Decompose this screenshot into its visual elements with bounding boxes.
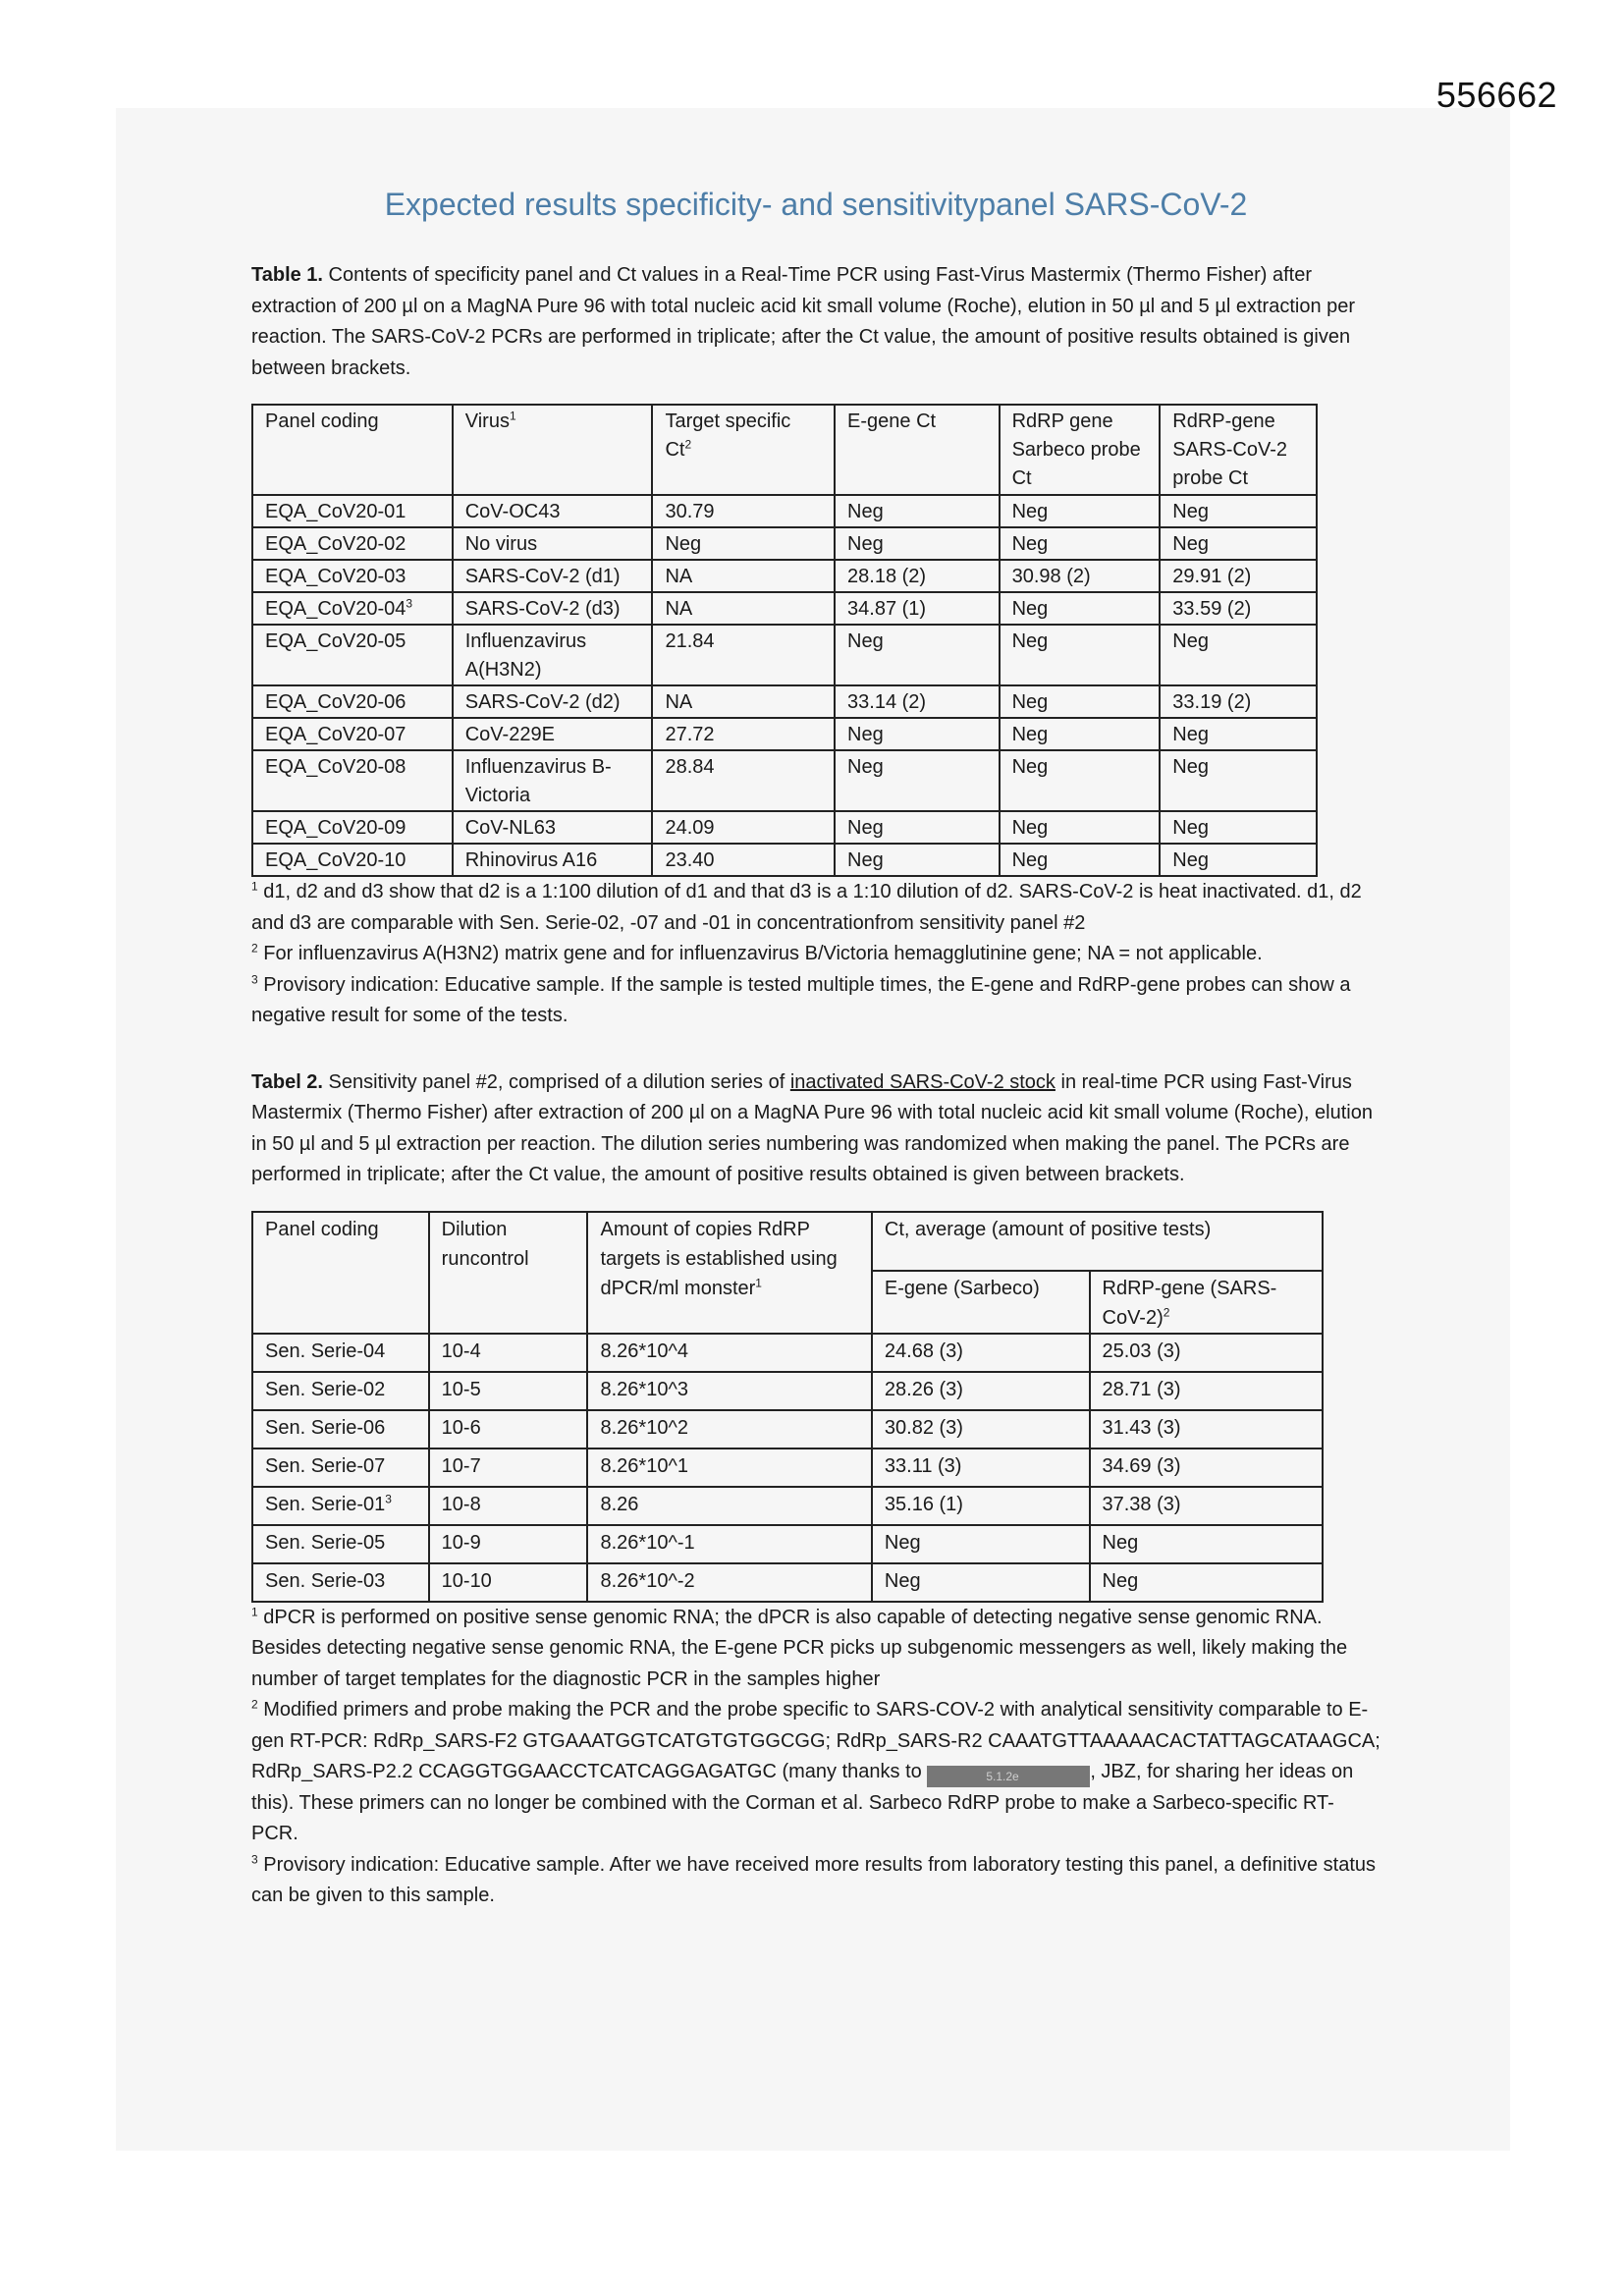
cell-target: 23.40 (652, 844, 835, 876)
footnote-marker: 1 (251, 879, 258, 894)
header-virus (453, 405, 653, 495)
cell-virus: CoV-229E (453, 718, 653, 750)
cell-code-text: EQA_CoV20-03 (265, 566, 406, 587)
cell-code (252, 1487, 429, 1525)
cell-egene: Neg (835, 527, 1000, 560)
cell-egene: 28.26 (3) (872, 1372, 1090, 1410)
header-panel-coding: Panel coding (252, 405, 453, 495)
table1-footnotes (251, 877, 1380, 1032)
table-row (252, 750, 1317, 811)
cell-target: 24.09 (652, 811, 835, 844)
cell-code-text: EQA_CoV20-04 (265, 598, 406, 620)
cell-rdrp-sars: Neg (1160, 718, 1317, 750)
cell-code-text: Sen. Serie-02 (265, 1378, 386, 1400)
cell-code-text: Sen. Serie-07 (265, 1454, 386, 1477)
footnote-text: d1, d2 and d3 show that d2 is a 1:100 dilution of d1 and that d3 is a 1:10 dilution of d2. SARS-CoV-2 is heat inactivated. d1, d2 and d3 are comparable with Sen. Serie-02, -07 and -01 in concentrationfrom sensitivity panel #2 (251, 881, 1362, 934)
cell-rdrp: 25.03 (3) (1090, 1334, 1324, 1372)
cell-egene: 28.18 (2) (835, 560, 1000, 592)
header-target-ct-label: Target specific Ct (665, 410, 791, 461)
cell-dilution: 10-4 (429, 1334, 588, 1372)
cell-egene: Neg (835, 750, 1000, 811)
table-row (252, 592, 1317, 625)
cell-code-text: EQA_CoV20-05 (265, 630, 406, 652)
cell-egene: Neg (835, 811, 1000, 844)
footnote-text: dPCR is performed on positive sense genomic RNA; the dPCR is also capable of detecting negative sense genomic RNA. Besides detecting negative sense genomic RNA, the E-gene PCR picks up subgenomic messengers as well, likely making the number of target templates for the diagnostic PCR in the samples higher (251, 1606, 1348, 1690)
cell-virus: SARS-CoV-2 (d2) (453, 685, 653, 718)
cell-rdrp-sars: Neg (1160, 495, 1317, 527)
cell-dilution: 10-6 (429, 1410, 588, 1449)
footnote-text: , JBZ, for sharing her ideas on this). These primers can no longer be combined with the Corman et al. Sarbeco RdRP probe to make a Sarbeco-specific RT-PCR. (251, 1761, 1354, 1844)
cell-code-text: EQA_CoV20-08 (265, 756, 406, 778)
cell-copies: 8.26*10^-2 (587, 1563, 871, 1602)
table-row (252, 1487, 1323, 1525)
cell-copies: 8.26*10^2 (587, 1410, 871, 1449)
cell-rdrp-sarbeco: Neg (1000, 811, 1161, 844)
cell-dilution: 10-5 (429, 1372, 588, 1410)
table2-caption (251, 1067, 1380, 1191)
cell-code (252, 844, 453, 876)
cell-code-text: EQA_CoV20-07 (265, 724, 406, 745)
cell-code-text: EQA_CoV20-01 (265, 501, 406, 522)
footnote-marker: 1 (509, 409, 516, 423)
header-rdrp (1090, 1271, 1324, 1334)
cell-code-text: Sen. Serie-06 (265, 1416, 386, 1439)
cell-copies: 8.26*10^4 (587, 1334, 871, 1372)
table-row (252, 495, 1317, 527)
cell-egene: Neg (872, 1525, 1090, 1563)
cell-code (252, 1525, 429, 1563)
cell-rdrp-sars: 29.91 (2) (1160, 560, 1317, 592)
cell-code-text: Sen. Serie-05 (265, 1531, 386, 1554)
footnote-marker: 2 (251, 1697, 258, 1712)
cell-dilution: 10-7 (429, 1449, 588, 1487)
cell-egene: 30.82 (3) (872, 1410, 1090, 1449)
footnote-text: Provisory indication: Educative sample. If the sample is tested multiple times, the E-gene and RdRP-gene probes can show a negative result for some of the tests. (251, 973, 1351, 1026)
spacer (251, 1032, 1380, 1067)
table2-caption-underlined: inactivated SARS-CoV-2 stock (789, 1070, 1056, 1093)
footnote-marker: 3 (385, 1491, 392, 1505)
cell-virus: CoV-OC43 (453, 495, 653, 527)
table-row (252, 811, 1317, 844)
cell-code-text: EQA_CoV20-02 (265, 533, 406, 555)
header-ct-group: Ct, average (amount of positive tests) (872, 1212, 1323, 1271)
table-row (252, 1563, 1323, 1602)
header-copies (587, 1212, 871, 1334)
header-virus-label: Virus (464, 410, 510, 432)
table-row (252, 560, 1317, 592)
cell-dilution: 10-10 (429, 1563, 588, 1602)
cell-rdrp-sarbeco: 30.98 (2) (1000, 560, 1161, 592)
table-header-row (252, 405, 1317, 495)
cell-copies: 8.26*10^-1 (587, 1525, 871, 1563)
cell-code (252, 718, 453, 750)
cell-dilution: 10-9 (429, 1525, 588, 1563)
cell-code-text: EQA_CoV20-06 (265, 691, 406, 713)
cell-target: NA (652, 592, 835, 625)
table1-caption (251, 260, 1380, 384)
header-dilution: Dilution runcontrol (429, 1212, 588, 1334)
table2-caption-label: Tabel 2. (251, 1070, 323, 1093)
redaction-box: 5.1.2e (927, 1766, 1090, 1787)
footnote (251, 1603, 1380, 1696)
cell-rdrp: 28.71 (3) (1090, 1372, 1324, 1410)
header-egene: E-gene (Sarbeco) (872, 1271, 1090, 1334)
table2-caption-text: Sensitivity panel #2, comprised of a dilution series of (323, 1070, 790, 1093)
header-rdrp-label: RdRP-gene (SARS-CoV-2) (1102, 1277, 1277, 1329)
document-number: 556662 (1435, 75, 1557, 115)
cell-virus: Rhinovirus A16 (453, 844, 653, 876)
cell-rdrp: Neg (1090, 1525, 1324, 1563)
table-row (252, 1449, 1323, 1487)
cell-code (252, 1449, 429, 1487)
cell-virus: Influenzavirus A(H3N2) (453, 625, 653, 685)
cell-code (252, 1334, 429, 1372)
header-target-ct (652, 405, 835, 495)
table2-footnotes (251, 1603, 1380, 1912)
cell-code-text: Sen. Serie-03 (265, 1569, 386, 1592)
table-row (252, 1334, 1323, 1372)
cell-target: 27.72 (652, 718, 835, 750)
cell-code (252, 685, 453, 718)
cell-code-text: Sen. Serie-04 (265, 1339, 386, 1362)
cell-virus: SARS-CoV-2 (d1) (453, 560, 653, 592)
cell-rdrp: 31.43 (3) (1090, 1410, 1324, 1449)
footnote (251, 877, 1380, 939)
cell-code (252, 527, 453, 560)
cell-code-text: EQA_CoV20-09 (265, 817, 406, 839)
cell-code (252, 560, 453, 592)
cell-code-text: EQA_CoV20-10 (265, 849, 406, 871)
table-row (252, 1410, 1323, 1449)
footnote-marker: 2 (251, 941, 258, 956)
header-copies-label: Amount of copies RdRP targets is established using dPCR/ml monster (600, 1218, 838, 1299)
table-row (252, 844, 1317, 876)
cell-target: NA (652, 685, 835, 718)
header-rdrp-sars: RdRP-gene SARS-CoV-2 probe Ct (1160, 405, 1317, 495)
cell-code (252, 592, 453, 625)
footnote-marker: 3 (251, 971, 258, 986)
cell-code-text: Sen. Serie-01 (265, 1493, 386, 1515)
cell-egene: 33.11 (3) (872, 1449, 1090, 1487)
cell-rdrp-sarbeco: Neg (1000, 844, 1161, 876)
cell-target: NA (652, 560, 835, 592)
cell-dilution: 10-8 (429, 1487, 588, 1525)
footnote-marker: 3 (406, 596, 413, 611)
cell-egene: 24.68 (3) (872, 1334, 1090, 1372)
footnote-marker: 2 (1163, 1304, 1170, 1319)
cell-code (252, 1372, 429, 1410)
footnote-marker: 2 (684, 437, 692, 452)
cell-rdrp-sars: Neg (1160, 844, 1317, 876)
cell-target: 21.84 (652, 625, 835, 685)
cell-code (252, 625, 453, 685)
cell-egene: 35.16 (1) (872, 1487, 1090, 1525)
cell-code (252, 750, 453, 811)
cell-copies: 8.26 (587, 1487, 871, 1525)
cell-code (252, 811, 453, 844)
cell-copies: 8.26*10^3 (587, 1372, 871, 1410)
cell-target: 28.84 (652, 750, 835, 811)
cell-egene: 34.87 (1) (835, 592, 1000, 625)
cell-rdrp-sars: Neg (1160, 625, 1317, 685)
table-row (252, 718, 1317, 750)
cell-egene: Neg (835, 625, 1000, 685)
cell-rdrp-sarbeco: Neg (1000, 527, 1161, 560)
cell-egene: Neg (835, 495, 1000, 527)
cell-rdrp-sarbeco: Neg (1000, 750, 1161, 811)
cell-rdrp-sars: Neg (1160, 750, 1317, 811)
table2-caption-text: in real-time PCR using Fast-Virus Mastermix (Thermo Fisher) after extraction of 200 µl on a MagNA Pure 96 with total nucleic acid kit small volume (Roche), elution in 50 µl and 5 µl extraction per reaction. The dilution series numbering was randomized when making the panel. The PCRs are performed in triplicate; after the Ct value, the amount of positive results obtained is given between brackets. (251, 1070, 1373, 1185)
cell-rdrp: 37.38 (3) (1090, 1487, 1324, 1525)
cell-rdrp-sars: Neg (1160, 811, 1317, 844)
cell-egene: 33.14 (2) (835, 685, 1000, 718)
table-header-row (252, 1212, 1323, 1271)
cell-egene: Neg (835, 718, 1000, 750)
cell-rdrp-sarbeco: Neg (1000, 625, 1161, 685)
cell-target: 30.79 (652, 495, 835, 527)
specificity-table (251, 404, 1318, 877)
cell-rdrp-sars: 33.19 (2) (1160, 685, 1317, 718)
table-row (252, 1372, 1323, 1410)
cell-rdrp: 34.69 (3) (1090, 1449, 1324, 1487)
footnote (251, 1695, 1380, 1850)
cell-rdrp-sarbeco: Neg (1000, 592, 1161, 625)
footnote-marker: 1 (755, 1275, 762, 1289)
table-row (252, 527, 1317, 560)
footnote-text: Modified primers and probe making the PCR and the probe specific to SARS-COV-2 with analytical sensitivity comparable to E-gen RT-PCR: RdRp_SARS-F2 GTGAAATGGTCATGTGTGGCGG; RdRp_SARS-R2 CAAATGTTAAAAACACTATTAGCATAAGCA; RdRp_SARS-P2.2 CCAGGTGGAACCTCATCAGGAGATGC (many thanks to (251, 1699, 1380, 1782)
header-rdrp-sarbeco: RdRP gene Sarbeco probe Ct (1000, 405, 1161, 495)
cell-virus: No virus (453, 527, 653, 560)
sensitivity-table (251, 1211, 1324, 1603)
header-egene-ct: E-gene Ct (835, 405, 1000, 495)
cell-rdrp-sarbeco: Neg (1000, 685, 1161, 718)
cell-egene: Neg (835, 844, 1000, 876)
cell-virus: CoV-NL63 (453, 811, 653, 844)
cell-virus: Influenzavirus B-Victoria (453, 750, 653, 811)
cell-rdrp-sars: 33.59 (2) (1160, 592, 1317, 625)
footnote (251, 1850, 1380, 1912)
cell-code (252, 495, 453, 527)
footnote-marker: 3 (251, 1851, 258, 1866)
document-body (251, 187, 1380, 1912)
footnote-marker: 1 (251, 1604, 258, 1618)
table-row (252, 1525, 1323, 1563)
footnote (251, 939, 1380, 970)
footnote-text: For influenzavirus A(H3N2) matrix gene and for influenzavirus B/Victoria hemagglutinine gene; NA = not applicable. (257, 943, 1263, 964)
cell-target: Neg (652, 527, 835, 560)
cell-copies: 8.26*10^1 (587, 1449, 871, 1487)
cell-rdrp-sarbeco: Neg (1000, 495, 1161, 527)
cell-rdrp-sarbeco: Neg (1000, 718, 1161, 750)
page-title: Expected results specificity- and sensitivitypanel SARS-CoV-2 (384, 187, 1248, 222)
table-row (252, 625, 1317, 685)
cell-rdrp: Neg (1090, 1563, 1324, 1602)
table1-caption-text: Contents of specificity panel and Ct values in a Real-Time PCR using Fast-Virus Mastermix (Thermo Fisher) after extraction of 200 µl on a MagNA Pure 96 with total nucleic acid kit small volume (Roche), elution in 50 µl and 5 µl extraction per reaction. The SARS-CoV-2 PCRs are performed in triplicate; after the Ct value, the amount of positive results obtained is given between brackets. (251, 264, 1356, 379)
cell-code (252, 1410, 429, 1449)
footnote (251, 970, 1380, 1032)
cell-egene: Neg (872, 1563, 1090, 1602)
cell-code (252, 1563, 429, 1602)
cell-rdrp-sars: Neg (1160, 527, 1317, 560)
table1-caption-label: Table 1. (251, 264, 323, 286)
cell-virus: SARS-CoV-2 (d3) (453, 592, 653, 625)
footnote-text: Provisory indication: Educative sample. After we have received more results from laboratory testing this panel, a definitive status can be given to this sample. (251, 1853, 1377, 1906)
table-row (252, 685, 1317, 718)
header-panel-coding: Panel coding (252, 1212, 429, 1334)
